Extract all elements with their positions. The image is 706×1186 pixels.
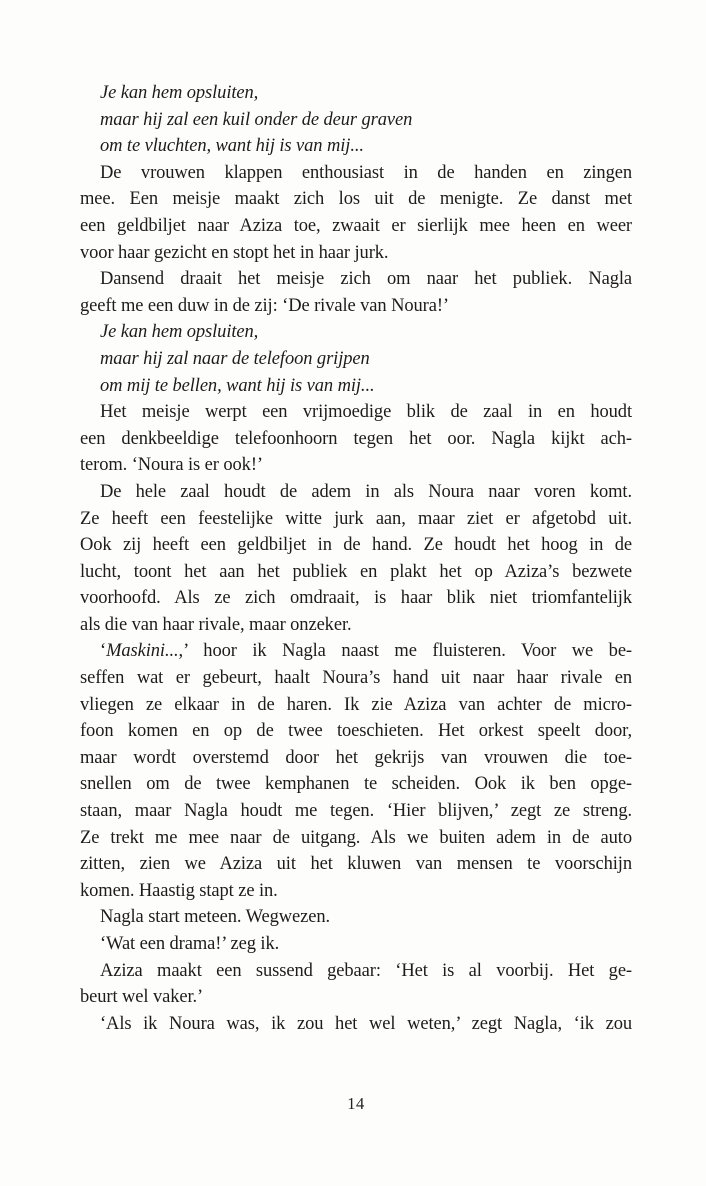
text-segment: om te vluchten, want hij is van mij... xyxy=(100,136,364,157)
text-segment: staan, maar Nagla houdt me tegen. ‘Hier blijven,’ zegt ze streng. xyxy=(80,801,632,822)
text-line xyxy=(80,107,632,134)
text-segment: maar hij zal een kuil onder de deur graven xyxy=(100,109,413,130)
text-segment: Aziza maakt een sussend gebaar: ‘Het is al voorbij. Het ge- xyxy=(100,960,632,981)
text-line xyxy=(80,373,632,400)
text-segment: een denkbeeldige telefoonhoorn tegen het oor. Nagla kijkt ach- xyxy=(80,428,632,449)
text-segment: terom. ‘Noura is er ook!’ xyxy=(80,455,263,476)
text-line xyxy=(80,532,632,559)
text-segment: Het meisje werpt een vrijmoedige blik de zaal in en houdt xyxy=(100,402,632,423)
text-line xyxy=(80,745,632,772)
text-segment: een geldbiljet naar Aziza toe, zwaait er sierlijk mee heen en weer xyxy=(80,215,632,236)
text-line xyxy=(80,958,632,985)
text-line xyxy=(80,559,632,586)
text-segment: snellen om de twee kemphanen te scheiden. Ook ik ben opge- xyxy=(80,774,632,795)
page-number: 14 xyxy=(347,1094,365,1113)
text-segment: foon komen en op de twee toeschieten. Het orkest speelt door, xyxy=(80,721,632,742)
text-segment: mee. Een meisje maakt zich los uit de menigte. Ze danst met xyxy=(80,189,632,210)
text-segment: lucht, toont het aan het publiek en plakt het op Aziza’s bezwete xyxy=(80,561,632,582)
text-segment: beurt wel vaker.’ xyxy=(80,987,204,1008)
text-line xyxy=(80,771,632,798)
text-segment: Ze heeft een feestelijke witte jurk aan, maar ziet er afgetobd uit. xyxy=(80,508,632,529)
text-segment: seffen wat er gebeurt, haalt Noura’s hand uit naar haar rivale en xyxy=(80,668,632,689)
text-segment: De hele zaal houdt de adem in als Noura naar voren komt. xyxy=(100,481,632,502)
text-segment: om mij te bellen, want hij is van mij... xyxy=(100,375,375,396)
text-segment: voor haar gezicht en stopt het in haar jurk. xyxy=(80,242,389,263)
text-line xyxy=(80,266,632,293)
text-line xyxy=(80,213,632,240)
text-segment: Nagla start meteen. Wegwezen. xyxy=(100,907,331,928)
text-line xyxy=(80,240,632,267)
text-segment: Ook zij heeft een geldbiljet in de hand. Ze houdt het hoog in de xyxy=(80,535,632,556)
text-segment: ,’ hoor ik Nagla naast me fluisteren. Voor we be- xyxy=(178,641,632,662)
text-line xyxy=(80,80,632,107)
text-line xyxy=(80,878,632,905)
text-segment: voorhoofd. Als ze zich omdraait, is haar blik niet triomfantelijk xyxy=(80,588,632,609)
text-line xyxy=(80,692,632,719)
text-line xyxy=(80,319,632,346)
text-line xyxy=(80,665,632,692)
text-segment: Je kan hem opsluiten, xyxy=(100,322,259,343)
text-segment: ‘Wat een drama!’ zeg ik. xyxy=(100,934,280,954)
text-line xyxy=(80,479,632,506)
text-segment: ‘Als ik Noura was, ik zou het wel weten,’ zegt Nagla, ‘ik zou xyxy=(100,1013,632,1034)
text-line xyxy=(80,825,632,852)
text-segment: Je kan hem opsluiten, xyxy=(100,83,259,103)
text-line xyxy=(80,931,632,958)
text-line xyxy=(80,1011,632,1038)
text-line xyxy=(80,984,632,1011)
text-segment: maar hij zal naar de telefoon grijpen xyxy=(100,348,370,369)
text-line xyxy=(80,346,632,373)
text-line xyxy=(80,133,632,160)
text-line xyxy=(80,585,632,612)
text-line xyxy=(80,506,632,533)
text-segment: Maskini... xyxy=(106,641,179,662)
text-segment: ‘ xyxy=(100,641,107,662)
text-line xyxy=(80,612,632,639)
text-line xyxy=(80,186,632,213)
text-segment: Dansend draait het meisje zich om naar het publiek. Nagla xyxy=(100,269,632,290)
text-line xyxy=(80,638,632,665)
text-segment: geeft me een duw in de zij: ‘De rivale van Noura!’ xyxy=(80,295,449,316)
text-line xyxy=(80,798,632,825)
text-segment: als die van haar rivale, maar onzeker. xyxy=(80,614,352,635)
text-line xyxy=(80,718,632,745)
text-line xyxy=(80,160,632,187)
text-line xyxy=(80,851,632,878)
text-segment: Ze trekt me mee naar de uitgang. Als we buiten adem in de auto xyxy=(80,827,632,848)
text-segment: maar wordt overstemd door het gekrijs van vrouwen die toe- xyxy=(80,747,632,768)
text-segment: zitten, zien we Aziza uit het kluwen van mensen te voorschijn xyxy=(80,854,632,875)
text-line xyxy=(80,904,632,931)
text-line xyxy=(80,426,632,453)
text-line xyxy=(80,452,632,479)
text-segment: vliegen ze elkaar in de haren. Ik zie Aziza van achter de micro- xyxy=(80,694,632,715)
text-line xyxy=(80,399,632,426)
text-segment: De vrouwen klappen enthousiast in de handen en zingen xyxy=(100,162,632,183)
text-segment: komen. Haastig stapt ze in. xyxy=(80,880,278,901)
text-block xyxy=(80,80,632,1037)
text-line xyxy=(80,293,632,320)
